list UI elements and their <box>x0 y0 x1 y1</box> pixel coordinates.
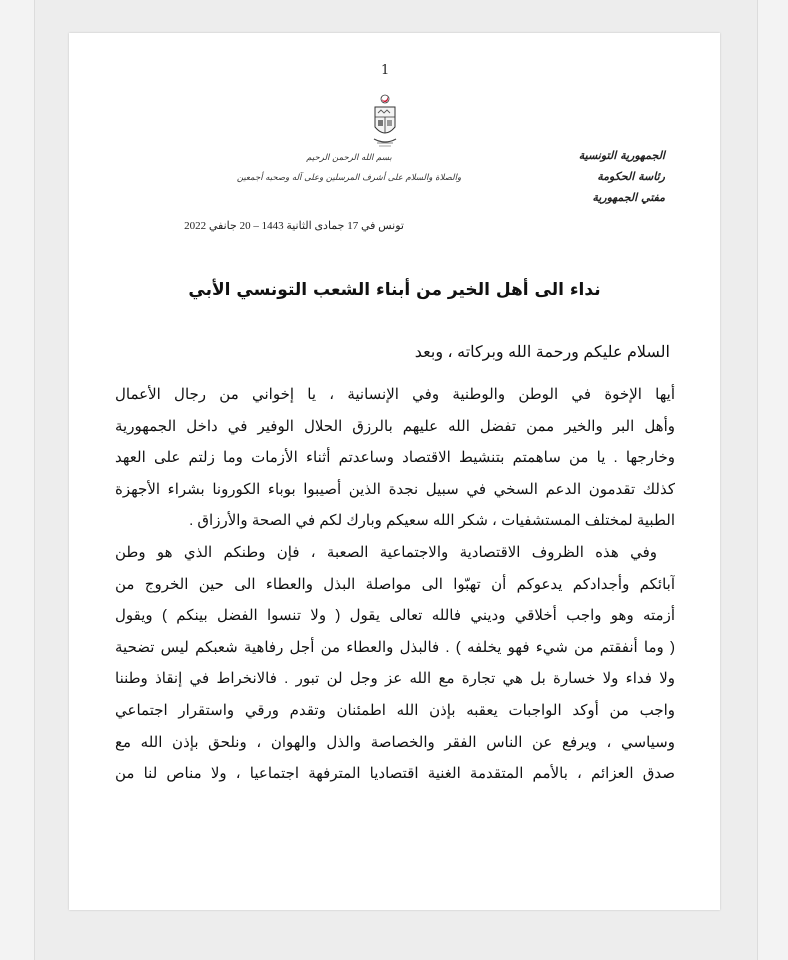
page-number: 1 <box>381 63 390 78</box>
right-panel-edge <box>757 0 788 960</box>
paragraph-1-line: الطبية لمختلف المستشفيات ، شكر الله سعيكم وبارك لكم في الصحة والأرزاق . <box>189 512 675 530</box>
salutation: والصلاة والسلام على أشرف المرسلين وعلى آله وصحبه أجمعين <box>236 173 462 183</box>
paragraph-1-line: أيها الإخوة في الوطن والوطنية وفي الإنسانية ، يا إخواني من رجال الأعمال <box>115 386 675 403</box>
paragraph-1-line: كذلك تقدمون الدعم السخي في سبيل نجدة الذين أصيبوا بوباء الكورونا بشراء الأجهزة <box>115 480 675 498</box>
letter-body <box>115 379 675 790</box>
paragraph-2-line: أزمته وهو واجب أخلاقي وديني فالله تعالى يقول ( ولا تنسوا الفضل بينكم ) ويقول <box>115 607 675 625</box>
paragraph-2-line: واجب من أوكد الواجبات يعقبه بإذن الله اطمئنان وتقدم ورقي واستقرار اجتماعي <box>115 701 675 719</box>
paragraph-2-line: آبائكم وأجدادكم يدعوكم أن تهبّوا الى مواصلة البذل والعطاء الى حين الخروج من <box>115 575 675 593</box>
institution-header <box>535 145 665 208</box>
institution-line-1: الجمهورية التونسية <box>578 149 665 162</box>
paragraph-1-line: وأهل البر والخير ممن تفضل الله عليهم بالرزق الحلال الوفير في داخل الجمهورية <box>115 417 675 435</box>
institution-line-2: رئاسة الحكومة <box>597 170 665 183</box>
paragraph-2-line: وفي هذه الظروف الاقتصادية والاجتماعية الصعبة ، فإن وطنكم الذي هو وطن <box>115 543 657 561</box>
paragraph-1-line: وخارجها . يا من ساهمتم بتنشيط الاقتصاد وساعدتم أثناء الأزمات وما زلتم على العهد <box>115 449 675 467</box>
document-page <box>69 33 720 910</box>
paragraph-2-line: ولا فداء ولا خسارة بل هي تجارة مع الله عز وجل لن تبور . فالانخراط في إنقاذ وطننا <box>115 670 675 688</box>
religious-header <box>209 148 489 188</box>
basmala: بسم الله الرحمن الرحيم <box>306 153 392 163</box>
greeting: السلام عليكم ورحمة الله وبركاته ، وبعد <box>414 344 670 361</box>
left-panel-edge <box>0 0 35 960</box>
tunisia-coat-of-arms-icon <box>369 93 401 153</box>
paragraph-2-line: ( وما أنفقتم من شيء فهو يخلفه ) . فالبذل والعطاء من أجل رفاهية شعبكم ليس تضحية <box>115 638 675 656</box>
letter-title: نداء الى أهل الخير من أبناء الشعب التونسي الأبي <box>188 280 601 300</box>
date-line: تونس في 17 جمادى الثانية 1443 – 20 جانفي 2022 <box>184 220 404 232</box>
paragraph-2-line: صدق العزائم ، بالأمم المتقدمة الغنية اقتصاديا المترفهة اجتماعيا ، ولا مناص لنا من <box>115 765 675 783</box>
institution-line-3: مفتي الجمهورية <box>592 191 665 204</box>
paragraph-2-line: وسياسي ، ويرفع عن الناس الفقر والخصاصة والذل والهوان ، ونلحق بإذن الله مع <box>115 733 675 751</box>
